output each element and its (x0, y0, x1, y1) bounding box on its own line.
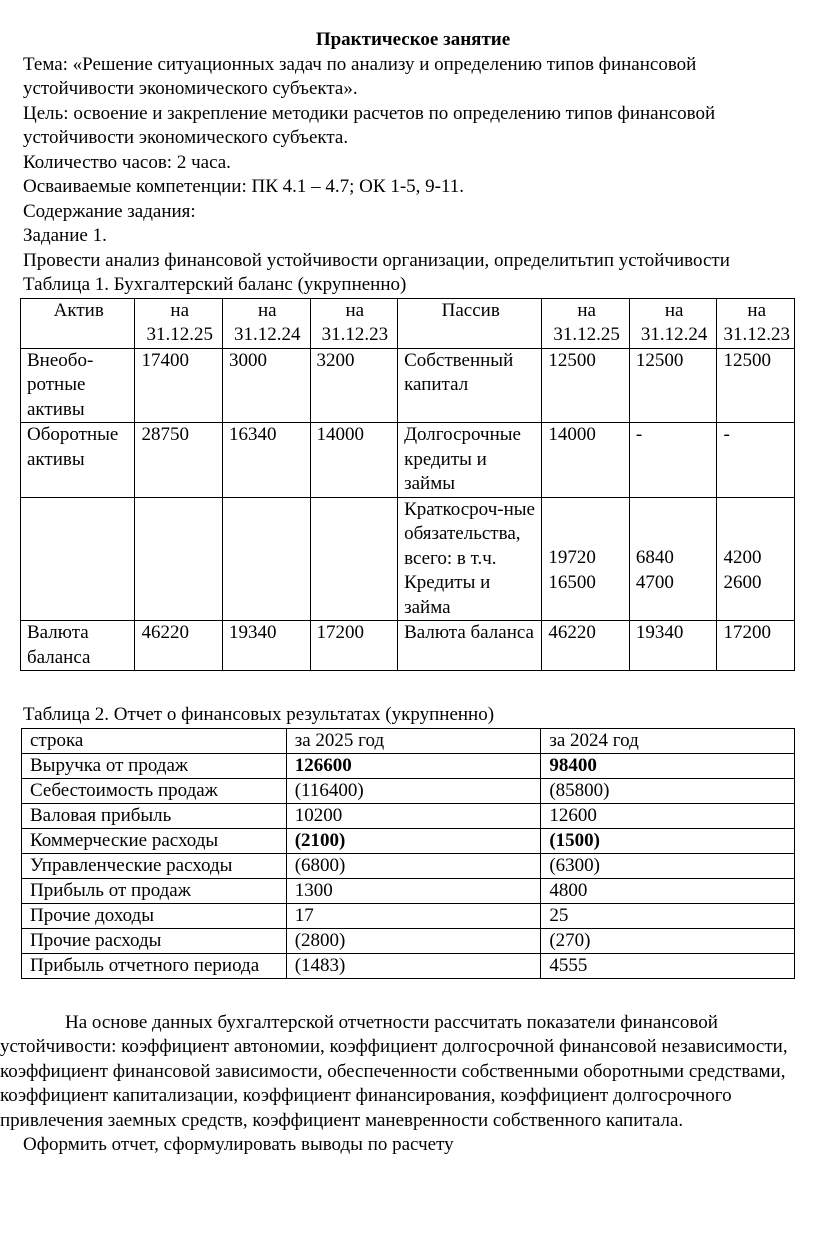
income-statement-table (21, 728, 795, 979)
table-cell: 46220 (542, 621, 630, 671)
content-label: Содержание задания: (23, 200, 196, 222)
table-cell: 4555 (541, 953, 795, 978)
table-cell: 17200 (717, 621, 795, 671)
header-cell: за 2024 год (541, 728, 795, 753)
table-row (22, 853, 795, 878)
header-cell: строка (22, 728, 287, 753)
table1-caption: Таблица 1. Бухгалтерский баланс (укрупненно) (23, 274, 407, 295)
table-cell: (270) (541, 928, 795, 953)
table-cell: 126600 (286, 753, 541, 778)
table-cell: Оборотные активы (21, 423, 135, 498)
table-cell: Долгосрочные кредиты и займы (398, 423, 542, 498)
balance-sheet-table (20, 298, 795, 672)
competencies-text: Осваиваемые компетенции: ПК 4.1 – 4.7; ОК 1-5, 9-11. (23, 176, 465, 197)
table-cell: Прочие расходы (22, 928, 287, 953)
table-cell: 3200 (310, 348, 398, 423)
header-cell: Пассив (398, 298, 542, 348)
table-cell: - (629, 423, 717, 498)
header-cell: за 2025 год (286, 728, 541, 753)
table-cell: 17 (286, 903, 541, 928)
header-cell: на 31.12.24 (629, 298, 717, 348)
table-row (22, 928, 795, 953)
table-cell: (85800) (541, 778, 795, 803)
table-row (22, 903, 795, 928)
table-cell: 14000 (310, 423, 398, 498)
table-row (21, 497, 795, 621)
header-cell: на 31.12.24 (223, 298, 311, 348)
table-header-row (22, 728, 795, 753)
table-cell: 14000 (542, 423, 630, 498)
table-row (22, 803, 795, 828)
table-cell: 19720 16500 (542, 497, 630, 621)
table-cell (223, 497, 311, 621)
table-cell: (1500) (541, 828, 795, 853)
topic-text: Тема: «Решение ситуационных задач по анализу и определению типов финансовой устойчивости экономического субъекта». (23, 53, 697, 99)
table-cell: Внеобо-ротные активы (21, 348, 135, 423)
table-row (21, 423, 795, 498)
table-cell: 10200 (286, 803, 541, 828)
table-cell: 98400 (541, 753, 795, 778)
header-cell: на 31.12.25 (135, 298, 223, 348)
header-cell: Актив (21, 298, 135, 348)
table-cell: Собственный капитал (398, 348, 542, 423)
table-cell: Краткосроч-ные обязательства, всего: в т.ч. Кредиты и займа (398, 497, 542, 621)
table-cell: (2100) (286, 828, 541, 853)
page-title: Практическое занятие (315, 29, 511, 50)
table-cell: 46220 (135, 621, 223, 671)
table-cell: (1483) (286, 953, 541, 978)
table-cell: Коммерческие расходы (22, 828, 287, 853)
table-cell: Прочие доходы (22, 903, 287, 928)
header-cell: на 31.12.23 (310, 298, 398, 348)
table-cell: (2800) (286, 928, 541, 953)
table-cell: Выручка от продаж (22, 753, 287, 778)
header-cell: на 31.12.25 (542, 298, 630, 348)
table-cell: 28750 (135, 423, 223, 498)
table2-caption: Таблица 2. Отчет о финансовых результатах (укрупненно) (23, 704, 495, 725)
goal-text: Цель: освоение и закрепление методики расчетов по определению типов финансовой устойчивости экономического субъекта. (23, 102, 716, 148)
report-paragraph: Оформить отчет, сформулировать выводы по расчету (23, 1134, 454, 1155)
table-cell: (6300) (541, 853, 795, 878)
hours-text: Количество часов: 2 часа. (23, 151, 231, 173)
table-cell: 17400 (135, 348, 223, 423)
table-row (22, 778, 795, 803)
table-cell: Валюта баланса (21, 621, 135, 671)
task-text: Провести анализ финансовой устойчивости организации, определитьтип устойчивости (23, 249, 730, 271)
table-cell: 12500 (542, 348, 630, 423)
table-cell: 4800 (541, 878, 795, 903)
table-cell: Управленческие расходы (22, 853, 287, 878)
table-cell: 4200 2600 (717, 497, 795, 621)
instructions-paragraph: На основе данных бухгалтерской отчетности рассчитать показатели финансовой устойчивости: коэффициент автономии, коэффициент долгосрочной финансовой независимости, коэффициент финансовой зависимости, обеспеченности собственными оборотными средствами, коэффициент капитализации, коэффициент финансирования, коэффициент долгосрочного привлечения заемных средств, коэффициент маневренности собственного капитала. (0, 1011, 788, 1131)
table-cell: Прибыль отчетного периода (22, 953, 287, 978)
table-cell: Себестоимость продаж (22, 778, 287, 803)
table-row (22, 953, 795, 978)
table-header-row (21, 298, 795, 348)
table-row (22, 828, 795, 853)
table-cell: 12500 (717, 348, 795, 423)
table-cell: 6840 4700 (629, 497, 717, 621)
table-cell: 12600 (541, 803, 795, 828)
table-cell: 1300 (286, 878, 541, 903)
table-cell: Прибыль от продаж (22, 878, 287, 903)
table-cell: 12500 (629, 348, 717, 423)
table-cell (135, 497, 223, 621)
task-label: Задание 1. (23, 225, 107, 246)
header-cell: на 31.12.23 (717, 298, 795, 348)
table-cell: (116400) (286, 778, 541, 803)
table-cell: Валюта баланса (398, 621, 542, 671)
table-cell (310, 497, 398, 621)
table-cell (21, 497, 135, 621)
document-page (0, 28, 803, 1158)
table-cell: 19340 (223, 621, 311, 671)
table-row (22, 753, 795, 778)
table-cell: Валовая прибыль (22, 803, 287, 828)
table-cell: 16340 (223, 423, 311, 498)
table-row (21, 621, 795, 671)
table-cell: 3000 (223, 348, 311, 423)
table-row (22, 878, 795, 903)
table-cell: 17200 (310, 621, 398, 671)
table-cell: 25 (541, 903, 795, 928)
table-cell: - (717, 423, 795, 498)
table-cell: 19340 (629, 621, 717, 671)
table-cell: (6800) (286, 853, 541, 878)
table-row (21, 348, 795, 423)
